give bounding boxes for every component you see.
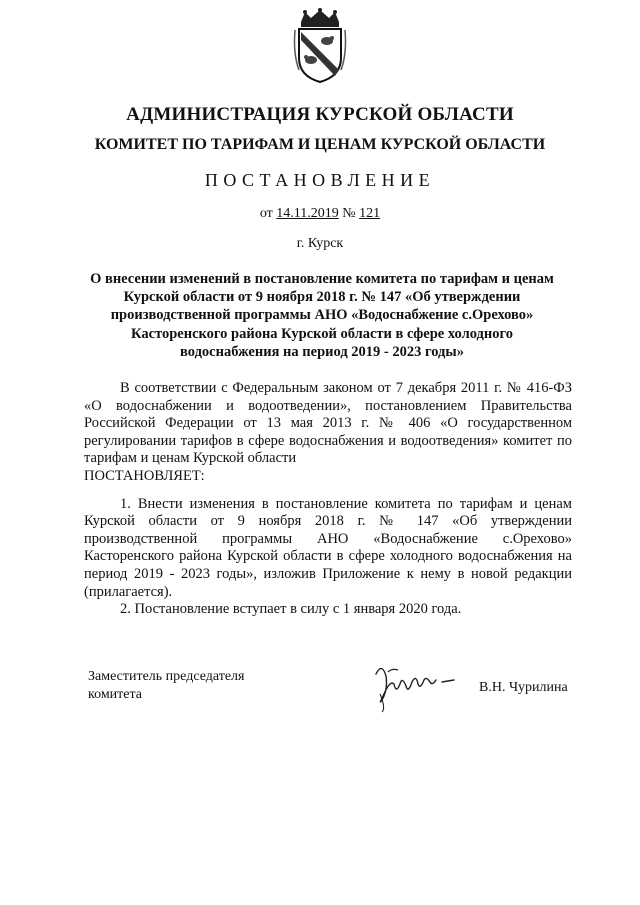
subject-line: водоснабжения на период 2019 - 2023 годы» — [180, 343, 464, 360]
city: г. Курск — [296, 236, 344, 251]
document-number: 121 — [359, 206, 381, 221]
signatory-name: В.Н. Чурилина — [479, 680, 568, 695]
document-date: 14.11.2019 — [276, 206, 339, 221]
administration-title: АДМИНИСТРАЦИЯ КУРСКОЙ ОБЛАСТИ — [126, 104, 514, 125]
date-number-line — [0, 206, 640, 222]
committee-title: КОМИТЕТ ПО ТАРИФАМ И ЦЕНАМ КУРСКОЙ ОБЛАСТИ — [94, 136, 546, 153]
coat-of-arms-icon — [291, 8, 349, 84]
number-prefix: № — [342, 206, 356, 221]
subject-line: Касторенского района Курской области в сфере холодного — [131, 325, 513, 342]
document-body — [84, 380, 572, 619]
decree-word: ПОСТАНОВЛЯЕТ: — [84, 467, 205, 484]
position-line: комитета — [88, 687, 143, 702]
position-line: Заместитель председателя — [88, 669, 245, 684]
preamble-paragraph: В соответствии с Федеральным законом от 7 декабря 2011 г. № 416-ФЗ «О водоснабжении и водоотведении», постановлением Правительства Российской Федерации от 13 мая 2013 г. № 406 «О государственном регулировании тарифов в сфере водоснабжения и водоотведения» комитет по тарифам и ценам Курской области — [84, 380, 572, 467]
item-1-paragraph: 1. Внести изменения в постановление комитета по тарифам и ценам Курской области от 9 ноября 2018 г. № 147 «Об утверждении производственной программы АНО «Водоснабжение с.Орехово» Касторенского района Курской области в сфере холодного водоснабжения на период 2019 - 2023 годы», изложив Приложение к нему в новой редакции (прилагается). — [84, 495, 572, 600]
subject-line: Курской области от 9 ноября 2018 г. № 147 «Об утверждении — [123, 289, 521, 306]
handwritten-signature — [368, 654, 460, 714]
subject-line: производственной программы АНО «Водоснабжение с.Орехово» — [110, 307, 534, 324]
subject-line: О внесении изменений в постановление комитета по тарифам и ценам — [90, 271, 554, 287]
item-2-paragraph: 2. Постановление вступает в силу с 1 января 2020 года. — [120, 601, 462, 618]
date-prefix: от — [259, 206, 273, 221]
signatory-position — [88, 668, 244, 704]
document-subject — [82, 270, 562, 361]
document-type: ПОСТАНОВЛЕНИЕ — [204, 170, 436, 190]
